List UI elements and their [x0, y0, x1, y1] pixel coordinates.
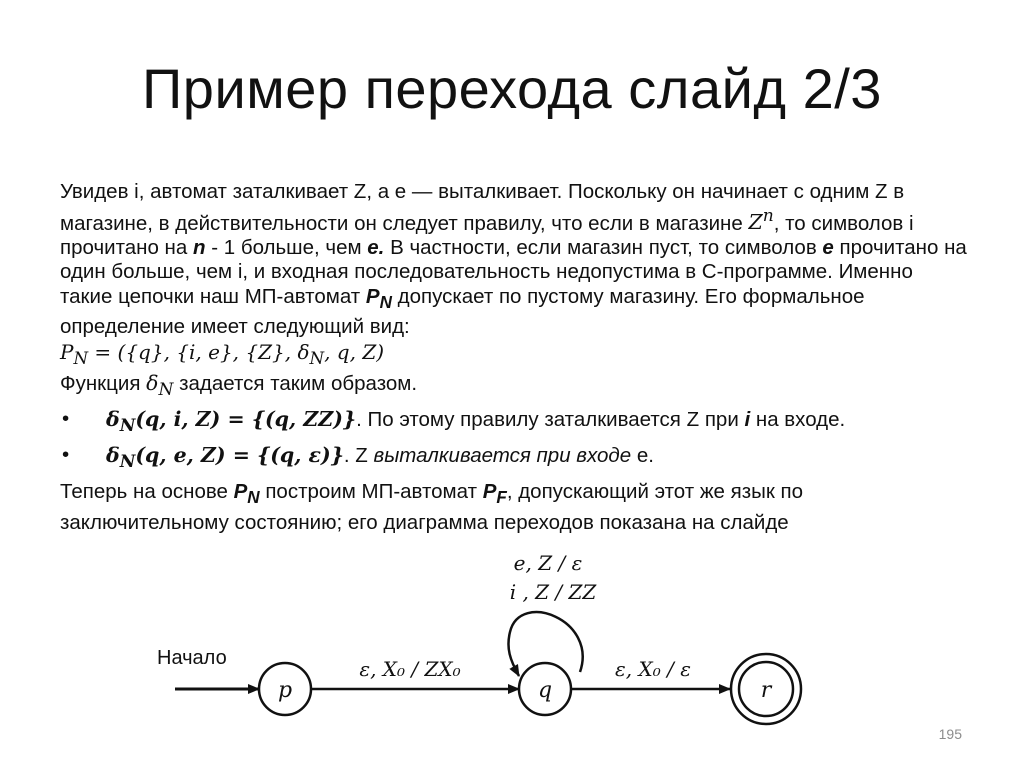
- pn-symbol: $P_N$: [365, 284, 392, 312]
- state-p-label: p: [277, 678, 293, 703]
- push-rule: $\delta_N(q$, i, Z) = {(q, ZZ)}: [106, 407, 357, 437]
- bullet-icon: •: [62, 442, 70, 466]
- paragraph-intro: Увидев i, автомат заталкивает Z, а e — выталкивает. Поскольку он начинает с одним Z в магазине, в действительности он следует правилу, что если в магазине $Z^n$, то символов i прочитано на n - 1 больше, чем e. В частности, если магазин пуст, то символов e прочитано на один больше, чем i, и входная последовательность недопустима в С-программе. Именно такие цепочки наш МП-автомат $P_N$ допускает по пустому магазину. Его формальное определение имеет следующий вид:: [60, 180, 967, 339]
- function-definition: Функция $\delta_N$ задается таким образом.: [60, 371, 418, 401]
- slide-title: Пример перехода слайд 2/3: [142, 57, 882, 120]
- page-number: 195: [938, 726, 962, 742]
- bullet-icon: •: [62, 407, 70, 431]
- loop-q: [508, 612, 582, 676]
- pf-symbol: $P_F$: [482, 480, 507, 508]
- delta-n-symbol: $\delta_N$: [146, 371, 174, 401]
- edge-q-r-label: ε, X₀ / ε: [615, 657, 691, 681]
- pop-rule: $\delta_N(q$, e, Z) = {(q, ε)}: [106, 442, 344, 472]
- list-item: • $\delta_N(q$, e, Z) = {(q, ε)}. Z выталкивается при входе е.: [62, 442, 654, 472]
- z-power-n: $Z^n$: [748, 206, 774, 235]
- edge-p-q-label: ε, X₀ / ZX₀: [359, 657, 461, 681]
- formula-pn: $P_N = (\{q\}$, {i, e}, {Z}, $\delta_N$, q, Z): [60, 339, 385, 368]
- loop-label-pop: e, Z / ε: [513, 551, 583, 575]
- pn-symbol: $P_N$: [233, 480, 260, 508]
- state-q-label: q: [537, 678, 553, 703]
- start-label: Начало: [157, 647, 227, 669]
- paragraph-conclusion: Теперь на основе $P_N$ построим МП-автомат $P_F$, допускающий этот же язык по заключительному состоянию; его диаграмма переходов показана на слайде: [60, 480, 804, 534]
- loop-label-push: i , Z / ZZ: [509, 580, 597, 604]
- list-item: • $\delta_N(q$, i, Z) = {(q, ZZ)}. По этому правилу заталкивается Z при i на входе.: [62, 407, 846, 437]
- state-r-label: r: [760, 678, 772, 703]
